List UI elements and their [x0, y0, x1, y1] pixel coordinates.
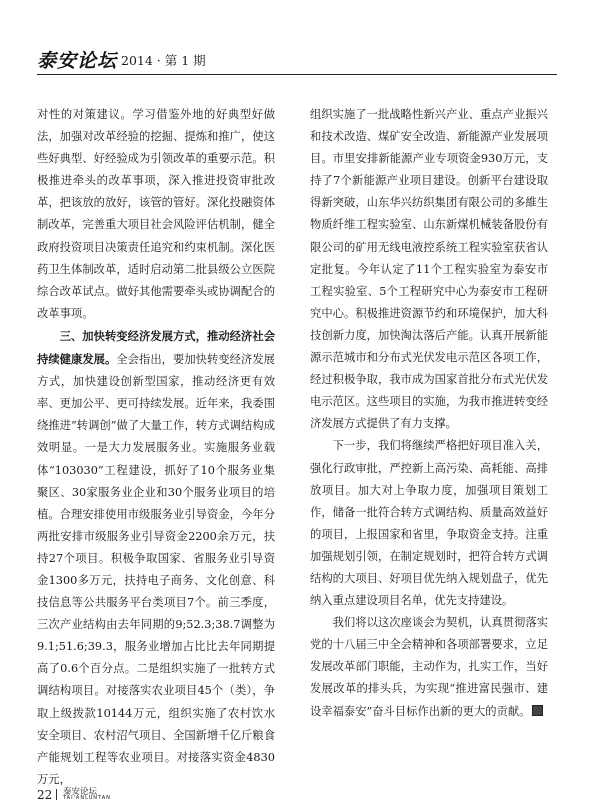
section-heading: 三、加快转变经济发展方式，推动经济社会持续健康发展。 [37, 328, 275, 367]
left-paragraph-1: 对性的对策建议。学习借鉴外地的好典型好做法，加强对改革经验的挖掘、提炼和推广，使这些好典型、好经验成为引领改革的重要示范。积极推进牵头的改革事项，深入推进投资审批改革，把该放的放好，该管的管好。深化投融资体制改革，完善重大项目社会风险评估机制，健全政府投资项目决策责任追究和约束机制。深化医药卫生体制改革，适时启动第二批县级公立医院综合改革试点。做好其他需要牵头或协调配合的改革事项。 [37, 108, 275, 320]
footer-journal-pinyin: TAI'ANLUNTAN [63, 795, 111, 801]
right-paragraph-3 [310, 612, 548, 722]
page-number: 22 [37, 788, 53, 802]
left-paragraph-2-body: 全会指出，要加快转变经济发展方式，加快建设创新型国家，推动经济更有效率、更加公平、更可持续发展。近年来，我委围绕推进“转调创”做了大量工作，转方式调结构成效明显。一是大力发展服务业。实施服务业载体“103030”工程建设，抓好了10个服务业集聚区、30家服务业企业和30个服务业项目的培植。合理安排使用市级服务业引导资金，今年分两批安排市级服务业引导资金2200余万元，扶持27个项目。积极争取国家、省服务业引导资金1300多万元，扶持电子商务、文化创意、科技信息等公共服务平台类项目7个。前三季度，三次产业结构由去年同期的9;52.3;38.7调整为9.1;51.6;39.3，服务业增加占比比去年同期提高了0.6个百分点。二是组织实施了一批转方式调结构项目。对接落实农业项目45个（类），争取上级拨款10144万元，组织实施了农村饮水安全项目、农村沼气项目、全国新增千亿斤粮食产能规划工程等农业项目。对接落实资金4830万元， [37, 353, 275, 786]
journal-name: 泰安论坛 [37, 50, 118, 72]
left-column [37, 104, 275, 791]
left-paragraph-2 [37, 325, 275, 791]
issue-number: 2014 · 第 1 期 [121, 53, 206, 68]
footer-journal-title: 泰安论坛 [63, 787, 98, 797]
header-rule [37, 74, 557, 75]
right-column [310, 104, 548, 723]
right-paragraph-3-body: 我们将以这次座谈会为契机，认真贯彻落实党的十八届三中全会精神和各项部署要求，立足发展改革部门职能，主动作为，扎实工作，当好发展改革的排头兵，为实现“推进富民强市、建设幸福泰安”奋斗目标作出新的更大的贡献。 [310, 616, 548, 718]
page-header [37, 46, 557, 72]
right-paragraph-2: 下一步，我们将继续严格把好项目准入关，强化行政审批，严控新上高污染、高耗能、高排放项目。加大对上争取力度，加强项目策划工作，储备一批符合转方式调结构、质量高效益好的项目，上报国家和省里，争取资金支持。注重加强规划引领，在制定规划时，把符合转方式调结构的大项目、好项目优先纳入规划盘子，优先纳入重点建设项目名单，优先支持建设。 [310, 439, 548, 608]
right-paragraph-1: 组织实施了一批战略性新兴产业、重点产业振兴和技术改造、煤矿安全改造、新能源产业发展项目。市里安排新能源产业专项资金930万元，支持了7个新能源产业项目建设。创新平台建设取得新突破，山东华兴纺织集团有限公司的多維生物质纤维工程实验室、山东新煤机械装备股份有限公司的矿用无线电液控系统工程实验室获省认定批复。今年认定了11个工程实验室为泰安市工程实验室、5个工程研究中心为泰安市工程研究中心。积极推进资源节约和环境保护，加大科技创新力度，加快淘汰落后产能。认真开展新能源示范城市和分布式光伏发电示范区各项工作，经过积极争取，我市成为国家首批分布式光伏发电示范区。这些项目的实施，为我市推进转变经济发展方式提供了有力支撑。 [310, 108, 548, 431]
footer-divider [56, 789, 57, 800]
end-mark-icon [532, 705, 543, 716]
